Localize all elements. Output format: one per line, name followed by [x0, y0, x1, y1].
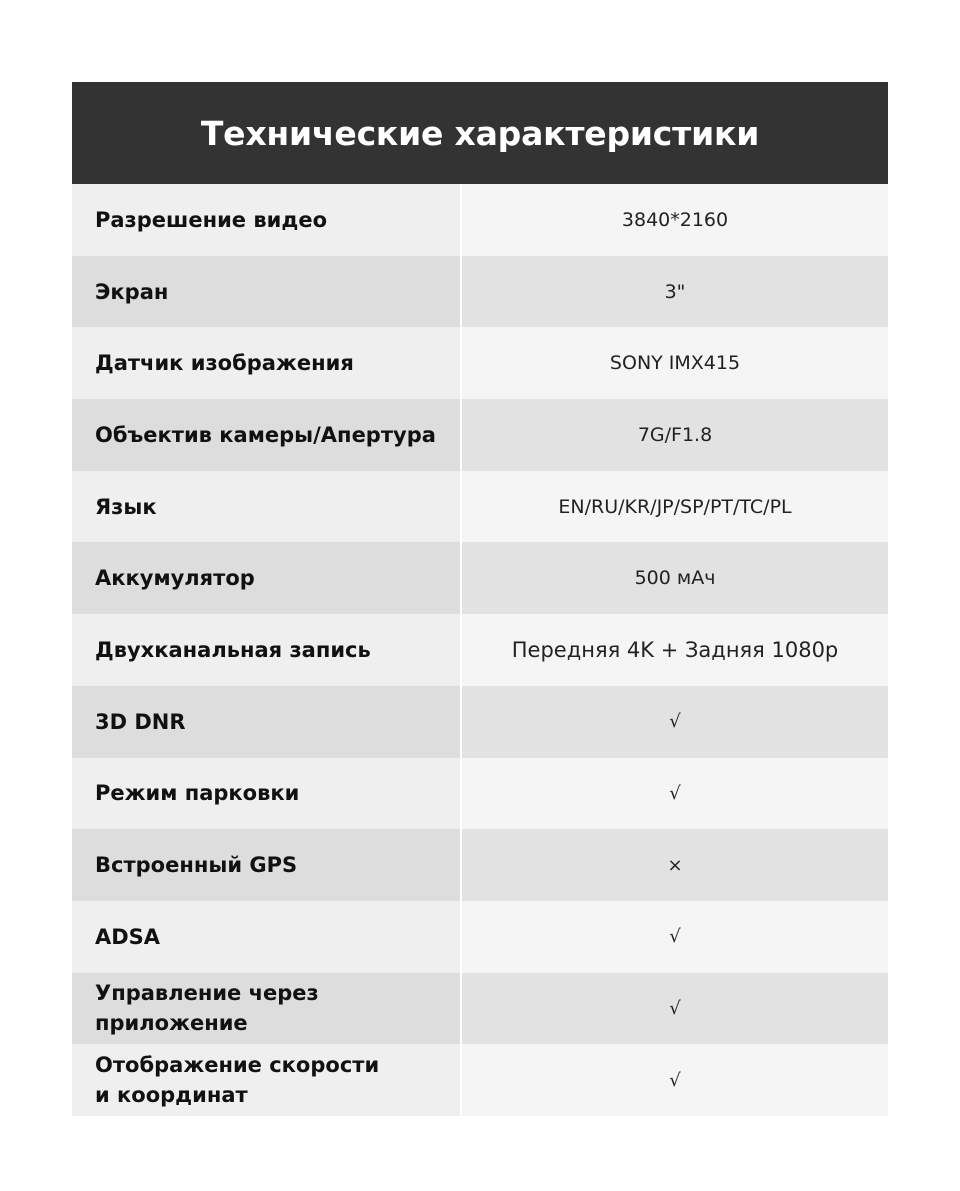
spec-row-parking-mode: [72, 758, 888, 830]
spec-label: Разрешение видео: [72, 184, 460, 256]
spec-value: [462, 901, 888, 973]
spec-card: [72, 82, 888, 1116]
spec-value: [462, 758, 888, 830]
spec-row-gps: [72, 829, 888, 901]
spec-value: [462, 686, 888, 758]
spec-row-dual-channel: [72, 614, 888, 686]
spec-value: SONY IMX415: [462, 327, 888, 399]
spec-row-image-sensor: [72, 327, 888, 399]
spec-value: [462, 1044, 888, 1116]
check-icon: √: [669, 926, 681, 948]
spec-value: [462, 973, 888, 1045]
spec-value: 500 мАч: [462, 542, 888, 614]
spec-label: Датчик изображения: [72, 327, 460, 399]
spec-row-app-control: [72, 973, 888, 1045]
spec-row-lens-aperture: [72, 399, 888, 471]
spec-table: [72, 184, 888, 1116]
spec-row-speed-coords: [72, 1044, 888, 1116]
check-icon: √: [669, 1069, 681, 1091]
check-icon: √: [669, 711, 681, 733]
page-title: Технические характеристики: [72, 82, 888, 184]
spec-label: Встроенный GPS: [72, 829, 460, 901]
spec-label: ADSA: [72, 901, 460, 973]
spec-value: Передняя 4K + Задняя 1080p: [462, 614, 888, 686]
spec-label: Аккумулятор: [72, 542, 460, 614]
spec-label: Экран: [72, 256, 460, 328]
spec-value: 7G/F1.8: [462, 399, 888, 471]
spec-label: Объектив камеры/Апертура: [72, 399, 460, 471]
spec-value: [462, 829, 888, 901]
spec-row-3d-dnr: [72, 686, 888, 758]
check-icon: √: [669, 997, 681, 1019]
spec-label: Управление через приложение: [72, 973, 460, 1045]
spec-label: Режим парковки: [72, 758, 460, 830]
spec-value: EN/RU/KR/JP/SP/PT/TC/PL: [462, 471, 888, 543]
spec-row-battery: [72, 542, 888, 614]
cross-icon: ×: [667, 854, 683, 876]
check-icon: √: [669, 782, 681, 804]
spec-value: 3840*2160: [462, 184, 888, 256]
spec-label: Язык: [72, 471, 460, 543]
spec-label: 3D DNR: [72, 686, 460, 758]
spec-row-language: [72, 471, 888, 543]
spec-label: Отображение скорости и координат: [72, 1044, 460, 1116]
spec-row-screen: [72, 256, 888, 328]
spec-row-video-resolution: [72, 184, 888, 256]
spec-row-adsa: [72, 901, 888, 973]
spec-value: 3": [462, 256, 888, 328]
spec-label: Двухканальная запись: [72, 614, 460, 686]
